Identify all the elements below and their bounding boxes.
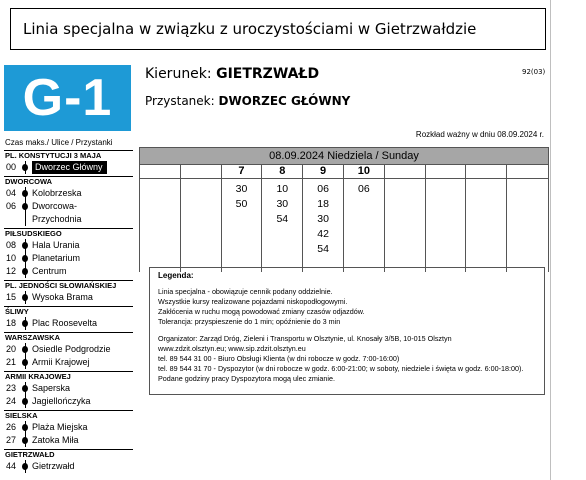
departure-minute: 06 xyxy=(317,183,329,195)
stop-time: 08 xyxy=(6,240,17,250)
hour-header xyxy=(140,165,180,179)
page-header xyxy=(10,8,546,50)
street-name: PIŁSUDSKIEGO xyxy=(4,228,133,239)
header-title: Linia specjalna w związku z uroczystościami w Gietrzwałdzie xyxy=(23,20,477,38)
stop-label: Przystanek: xyxy=(145,94,215,108)
hour-column xyxy=(426,165,467,272)
stop-name: Gietrzwałd xyxy=(32,461,75,471)
stop-row xyxy=(4,382,133,395)
document-code: 92(03) xyxy=(522,68,546,76)
stop-row xyxy=(4,460,133,473)
hour-column xyxy=(222,165,263,272)
hour-column xyxy=(507,165,548,272)
stop-row xyxy=(4,239,133,252)
departure-minute: 50 xyxy=(235,198,248,210)
legend-box xyxy=(149,267,545,395)
timetable-page xyxy=(4,0,551,480)
stop-row xyxy=(4,356,133,369)
route-stops-list xyxy=(4,137,133,473)
stop-name: Wysoka Brama xyxy=(32,292,93,302)
minutes-cell xyxy=(385,179,425,272)
stop-row xyxy=(4,421,133,434)
stop-value: DWORZEC GŁÓWNY xyxy=(218,94,351,108)
minutes-cell xyxy=(507,179,548,272)
minutes-cell xyxy=(466,179,506,272)
stop-row xyxy=(4,161,133,174)
departure-grid xyxy=(140,165,548,272)
stop-time: 21 xyxy=(6,357,17,367)
hour-header: 10 xyxy=(344,165,384,179)
stop-name: Dworcowa- xyxy=(32,201,78,211)
stop-name: Saperska xyxy=(32,383,71,393)
stop-time: 00 xyxy=(6,162,17,172)
minutes-cell xyxy=(262,179,302,272)
minutes-cell xyxy=(181,179,221,272)
hour-column xyxy=(344,165,385,272)
street-name: GIETRZWAŁD xyxy=(4,449,133,460)
departure-minute: 42 xyxy=(317,228,329,240)
stop-name: Planetarium xyxy=(32,253,81,263)
stop-name: Plac Roosevelta xyxy=(32,318,98,328)
stop-row xyxy=(4,187,133,200)
stop-name: Przychodnia xyxy=(32,214,82,224)
stop-row xyxy=(4,395,133,408)
stop-info xyxy=(145,94,350,108)
minutes-cell xyxy=(303,179,343,272)
line-number: G-1 xyxy=(22,69,113,127)
stop-row xyxy=(4,291,133,304)
stop-dot-icon xyxy=(22,203,28,210)
stop-time: 23 xyxy=(6,383,17,393)
stop-dot-icon xyxy=(22,424,28,431)
stop-name: Jagiellończyka xyxy=(32,396,91,406)
hour-header: 9 xyxy=(303,165,343,179)
hour-header xyxy=(181,165,221,179)
legend-contact-line: tel. 89 544 31 70 - Dyspozytor (w dni robocze w godz. 6:00-21:00; w soboty, niedziele i święta w godz. 6:00-18:00). Podane godziny pracy Dyspozytora mogą ulec zmianie. xyxy=(158,364,524,383)
street-name: PL. KONSTYTUCJI 3 MAJA xyxy=(4,150,133,161)
stop-row xyxy=(4,213,133,226)
hour-header xyxy=(507,165,548,179)
stop-dot-icon xyxy=(22,346,28,353)
stop-time: 44 xyxy=(6,461,17,471)
stop-dot-icon xyxy=(22,164,28,171)
stop-time: 10 xyxy=(6,253,17,263)
hour-column xyxy=(262,165,303,272)
stop-dot-icon xyxy=(22,385,28,392)
stop-time: 12 xyxy=(6,266,17,276)
hour-column xyxy=(466,165,507,272)
direction xyxy=(145,66,319,82)
stop-name: Hala Urania xyxy=(32,240,80,250)
stop-dot-icon xyxy=(22,294,28,301)
departure-minute: 30 xyxy=(276,198,289,210)
street-name: DWORCOWA xyxy=(4,176,133,187)
stop-dot-icon xyxy=(22,398,28,405)
route-line xyxy=(25,213,26,226)
street-name: WARSZAWSKA xyxy=(4,332,133,343)
stop-row xyxy=(4,200,133,213)
stop-row xyxy=(4,343,133,356)
legend-title: Legenda: xyxy=(158,271,194,280)
stop-name: Kolobrzeska xyxy=(32,188,82,198)
stops-header: Czas maks./ Ulice / Przystanki xyxy=(5,138,113,147)
legend-contact-line: www.zdzit.olsztyn.eu; www.sip.zdzit.olsztyn.eu xyxy=(158,344,306,353)
stop-time: 24 xyxy=(6,396,17,406)
direction-value: GIETRZWAŁD xyxy=(216,66,320,82)
stop-row xyxy=(4,434,133,447)
minutes-cell xyxy=(222,179,262,272)
minutes-cell xyxy=(344,179,384,272)
departure-minute: 10 xyxy=(276,183,289,195)
stop-row xyxy=(4,317,133,330)
stop-dot-icon xyxy=(22,268,28,275)
current-stop-name: Dworzec Główny xyxy=(32,161,107,174)
departure-table xyxy=(139,147,549,272)
stop-time: 20 xyxy=(6,344,17,354)
stop-time: 15 xyxy=(6,292,17,302)
stop-time: 18 xyxy=(6,318,17,328)
departure-minute: 06 xyxy=(358,183,370,195)
direction-label: Kierunek: xyxy=(145,66,212,82)
stop-row xyxy=(4,265,133,278)
validity-note: Rozkład ważny w dniu 08.09.2024 r. xyxy=(415,130,544,139)
departure-minute: 30 xyxy=(235,183,248,195)
hour-header: 7 xyxy=(222,165,262,179)
stop-row xyxy=(4,252,133,265)
line-number-badge xyxy=(4,65,131,131)
stop-name: Armii Krajowej xyxy=(32,357,90,367)
street-name: PL. JEDNOŚCI SŁOWIAŃSKIEJ xyxy=(4,280,133,291)
minutes-cell xyxy=(140,179,180,272)
legend-line: Zakłócenia w ruchu mogą powodować zmiany czasów odjazdów. xyxy=(158,307,365,316)
stop-dot-icon xyxy=(22,359,28,366)
hour-column xyxy=(385,165,426,272)
legend-line: Linia specjalna - obowiązuje cennik podany oddzielnie. xyxy=(158,287,333,296)
street-name: ARMII KRAJOWEJ xyxy=(4,371,133,382)
departure-minute: 18 xyxy=(317,198,329,210)
street-name: ŚLIWY xyxy=(4,306,133,317)
hour-header: 8 xyxy=(262,165,302,179)
stop-name: Osiedle Podgrodzie xyxy=(32,344,111,354)
legend-line: Wszystkie kursy realizowane pojazdami niskopodłogowymi. xyxy=(158,297,348,306)
stop-dot-icon xyxy=(22,437,28,444)
hour-column xyxy=(181,165,222,272)
hour-column xyxy=(303,165,344,272)
stop-dot-icon xyxy=(22,320,28,327)
stop-time: 26 xyxy=(6,422,17,432)
minutes-cell xyxy=(426,179,466,272)
stop-time: 04 xyxy=(6,188,17,198)
stop-name: Zatoka Miła xyxy=(32,435,79,445)
stop-dot-icon xyxy=(22,190,28,197)
stop-name: Centrum xyxy=(32,266,67,276)
hour-header xyxy=(385,165,425,179)
departure-minute: 54 xyxy=(276,213,289,225)
legend-line: Tolerancja: przyspieszenie do 1 min; opóźnienie do 3 min xyxy=(158,317,341,326)
stop-dot-icon xyxy=(22,242,28,249)
stop-dot-icon xyxy=(22,463,28,470)
departure-table-title: 08.09.2024 Niedziela / Sunday xyxy=(140,148,548,165)
stop-name: Plaża Miejska xyxy=(32,422,88,432)
hour-column xyxy=(140,165,181,272)
street-name: SIELSKA xyxy=(4,410,133,421)
stop-time: 27 xyxy=(6,435,17,445)
departure-minute: 30 xyxy=(317,213,329,225)
stop-time: 06 xyxy=(6,201,17,211)
legend-contact-line: tel. 89 544 31 00 - Biuro Obsługi Klienta (w dni robocze w godz. 7:00-16:00) xyxy=(158,354,400,363)
departure-minute: 54 xyxy=(317,243,329,255)
hour-header xyxy=(466,165,506,179)
legend-contact-line: Organizator: Zarząd Dróg, Zieleni i Transportu w Olsztynie, ul. Knosały 3/5B, 10-015 Olsztyn xyxy=(158,334,452,343)
stop-dot-icon xyxy=(22,255,28,262)
hour-header xyxy=(426,165,466,179)
